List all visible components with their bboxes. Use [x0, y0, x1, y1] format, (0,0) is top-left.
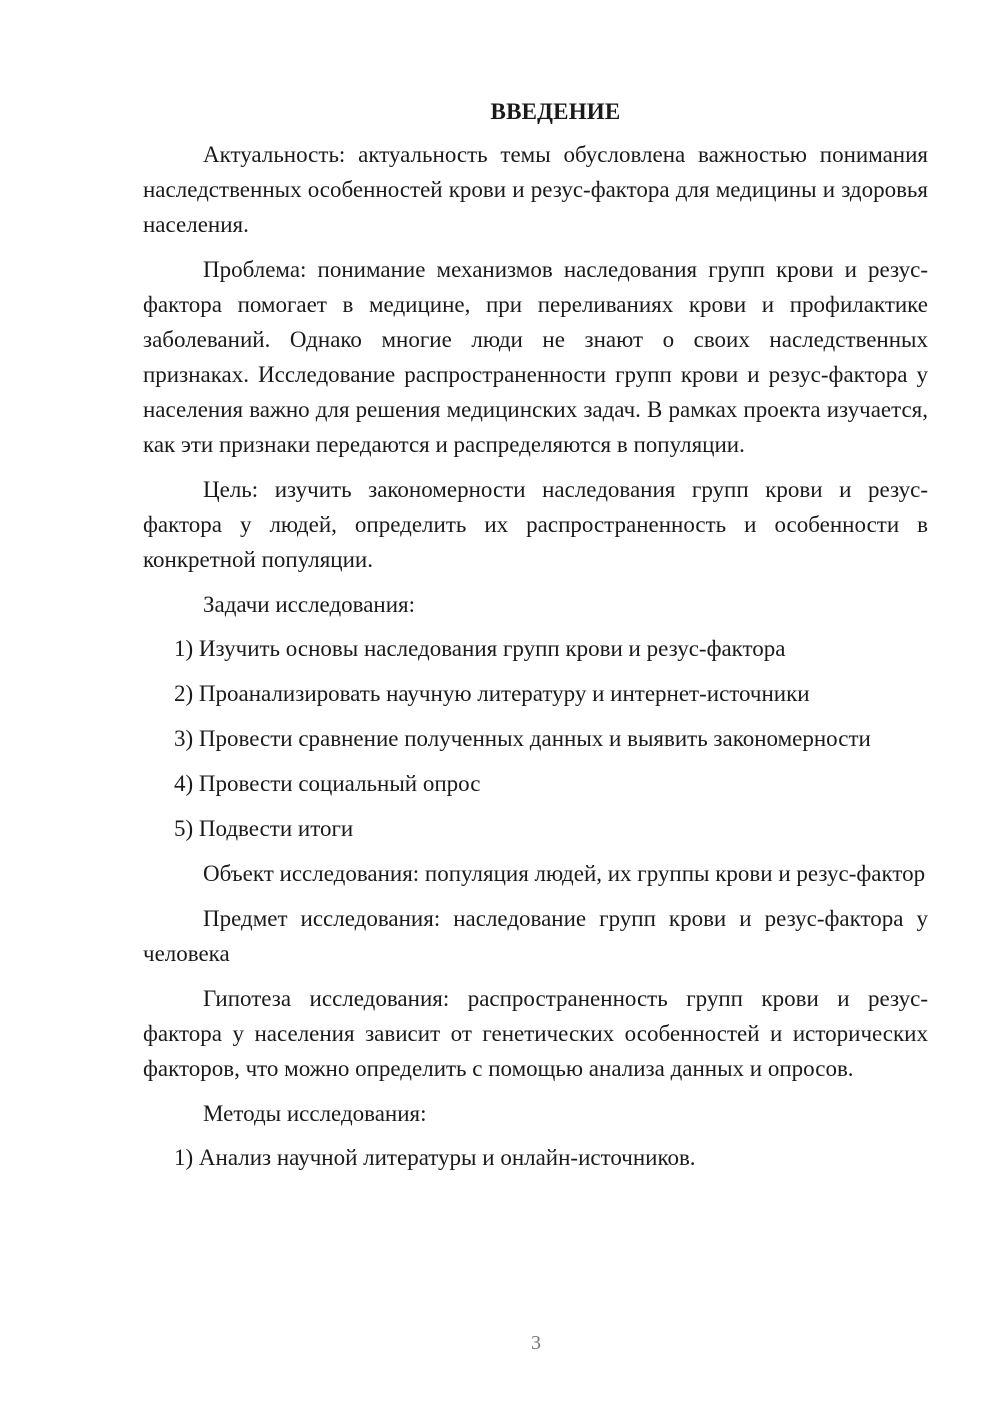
- page-number: 3: [531, 1332, 541, 1354]
- methods-heading: Методы исследования:: [203, 1101, 427, 1126]
- list-item-task-1: 1) Изучить основы наследования групп крови и резус-фактора: [174, 636, 786, 661]
- goal-paragraph: Цель: изучить закономерности наследования групп крови и резус-фактора у людей, определить их распространенность и особенности в конкретной популяции.: [143, 477, 928, 572]
- page-content: [143, 94, 928, 1185]
- problem-paragraph: Проблема: понимание механизмов наследования групп крови и резус-фактора помогает в медицине, при переливаниях крови и профилактике заболеваний. Однако многие люди не знают о своих наследственных признаках. Исследование распространенности групп крови и резус-фактора у населения важно для решения медицинских задач. В рамках проекта изучается, как эти признаки передаются и распределяются в популяции.: [143, 257, 928, 457]
- list-item-task-3: 3) Провести сравнение полученных данных и выявить закономерности: [174, 726, 871, 751]
- list-item-task-4: 4) Провести социальный опрос: [174, 771, 481, 796]
- hypothesis-paragraph: Гипотеза исследования: распространенность групп крови и резус-фактора у населения зависит от генетических особенностей и исторических факторов, что можно определить с помощью анализа данных и опросов.: [143, 986, 928, 1081]
- methods-list: [143, 1140, 928, 1175]
- page-title: ВВЕДЕНИЕ: [490, 99, 621, 124]
- object-paragraph: Объект исследования: популяция людей, их группы крови и резус-фактор: [203, 861, 926, 886]
- tasks-list: [143, 631, 928, 846]
- list-item-method-1: 1) Анализ научной литературы и онлайн-источников.: [174, 1145, 696, 1170]
- tasks-heading: Задачи исследования:: [203, 592, 416, 617]
- list-item-task-2: 2) Проанализировать научную литературу и интернет-источники: [174, 681, 810, 706]
- relevance-paragraph: Актуальность: актуальность темы обусловлена важностью понимания наследственных особенностей крови и резус-фактора для медицины и здоровья населения.: [143, 142, 928, 237]
- list-item-task-5: 5) Подвести итоги: [174, 816, 354, 841]
- subject-paragraph: Предмет исследования: наследование групп крови и резус-фактора у человека: [143, 906, 928, 966]
